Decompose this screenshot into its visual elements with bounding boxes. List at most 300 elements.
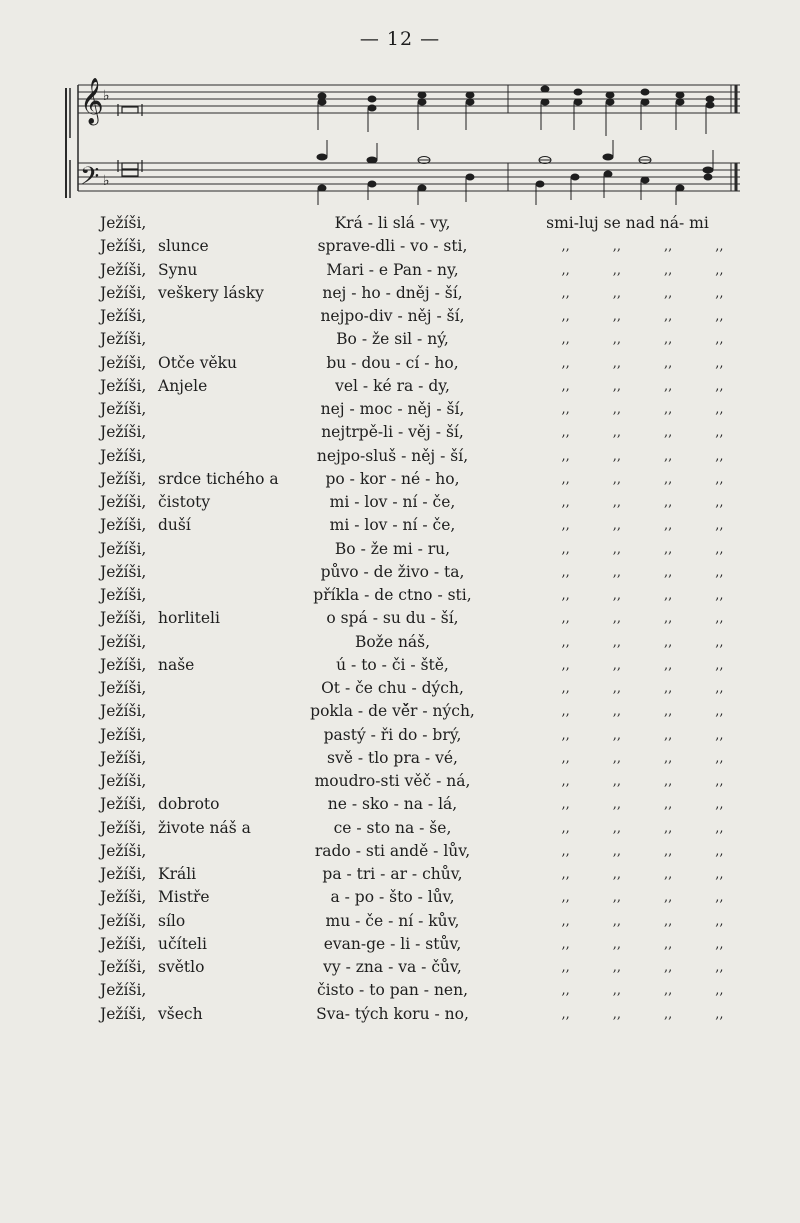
chant-syllables: bu - dou - cí - ho, bbox=[326, 353, 459, 372]
invocation-name: Ježíši, bbox=[100, 934, 147, 953]
ditto-mark: ,, bbox=[561, 332, 570, 348]
ditto-marks bbox=[525, 282, 730, 305]
chant-syllables: půvo - de živo - ta, bbox=[320, 562, 465, 581]
invocation-name: Ježíši, bbox=[100, 632, 147, 651]
ditto-mark: ,, bbox=[715, 262, 724, 278]
ditto-mark: ,, bbox=[561, 262, 570, 278]
ditto-mark: ,, bbox=[663, 820, 673, 836]
invocation-name: Ježíši, bbox=[100, 772, 147, 790]
ditto-mark: ,, bbox=[612, 727, 621, 743]
ditto-mark: ,, bbox=[561, 890, 570, 906]
chant-syllables: pokla - de vě̌r - ných, bbox=[310, 702, 475, 721]
chant-syllables: příkla - de ctno - sti, bbox=[313, 586, 472, 604]
litany-table bbox=[100, 212, 780, 1026]
chant-syllables: a - po - što - lův, bbox=[330, 888, 455, 907]
ditto-mark: ,, bbox=[612, 448, 621, 464]
invocation-name: Ježíši, bbox=[100, 283, 147, 302]
ditto-mark: ,, bbox=[663, 495, 673, 510]
ditto-marks bbox=[525, 631, 730, 654]
ditto-mark: ,, bbox=[663, 657, 673, 673]
chant-syllables: nej - moc - něj - ší, bbox=[320, 400, 465, 418]
refrain: smi-luj se nad ná- mi bbox=[546, 214, 709, 232]
ditto-mark: ,, bbox=[612, 262, 621, 278]
invocation-name: Ježíši, bbox=[100, 655, 147, 674]
ditto-mark: ,, bbox=[612, 820, 621, 836]
ditto-mark: ,, bbox=[612, 588, 621, 603]
chant-syllables: vy - zna - va - čův, bbox=[323, 958, 462, 976]
ditto-mark: ,, bbox=[663, 588, 673, 603]
chant-syllables: ne - sko - na - lá, bbox=[327, 795, 458, 814]
chant-syllables: Sva- tých koru - no, bbox=[316, 1004, 469, 1023]
invocation-name: Ježíši, bbox=[100, 353, 147, 372]
litany-row bbox=[100, 654, 780, 677]
invocation-name: Ježíši, bbox=[100, 469, 147, 488]
ditto-mark: ,, bbox=[612, 657, 621, 673]
ditto-mark: ,, bbox=[561, 448, 570, 464]
litany-row bbox=[100, 398, 780, 421]
invocation-name: Ježíši, bbox=[100, 539, 147, 558]
bass-notes bbox=[317, 140, 713, 205]
ditto-mark: ,, bbox=[663, 471, 673, 487]
ditto-mark: ,, bbox=[612, 285, 621, 301]
ditto-mark: ,, bbox=[612, 402, 621, 417]
invocation-name: Ježíši, bbox=[100, 795, 147, 814]
chant-syllables: pa - tri - ar - chův, bbox=[322, 865, 463, 883]
invocation-name: Ježíši, bbox=[100, 981, 147, 1000]
chant-syllables: o spá - su du - ší, bbox=[326, 609, 459, 628]
ditto-marks bbox=[525, 700, 730, 723]
ditto-mark: ,, bbox=[561, 913, 570, 929]
chant-syllables: mu - če - ní - kův, bbox=[325, 911, 460, 930]
chant-syllables: moudro-sti věč - ná, bbox=[314, 772, 471, 790]
ditto-marks bbox=[525, 468, 730, 491]
ditto-marks bbox=[525, 933, 730, 956]
invocation-title: horliteli bbox=[158, 609, 220, 628]
litany-row bbox=[100, 328, 780, 351]
ditto-marks bbox=[525, 677, 730, 700]
ditto-marks bbox=[525, 817, 730, 840]
ditto-mark: ,, bbox=[612, 1006, 621, 1022]
ditto-mark: ,, bbox=[612, 774, 621, 789]
litany-row bbox=[100, 979, 780, 1002]
ditto-marks bbox=[525, 305, 730, 328]
litany-row bbox=[100, 863, 780, 886]
litany-row bbox=[100, 840, 780, 863]
invocation-name: Ježíši, bbox=[100, 679, 147, 697]
invocation-name: Ježíši, bbox=[100, 725, 147, 744]
ditto-mark: ,, bbox=[715, 936, 724, 952]
ditto-mark: ,, bbox=[715, 564, 724, 580]
invocation-title: všech bbox=[158, 1004, 203, 1023]
litany-row bbox=[100, 724, 780, 747]
page-number: — 12 — bbox=[359, 28, 441, 50]
ditto-mark: ,, bbox=[561, 309, 570, 324]
ditto-mark: ,, bbox=[663, 681, 673, 696]
invocation-title: sílo bbox=[158, 911, 186, 930]
ditto-mark: ,, bbox=[561, 239, 570, 255]
ditto-mark: ,, bbox=[663, 936, 673, 952]
litany-row bbox=[100, 1003, 780, 1026]
ditto-mark: ,, bbox=[663, 262, 673, 278]
ditto-mark: ,, bbox=[612, 239, 621, 255]
litany-row bbox=[100, 700, 780, 723]
ditto-marks bbox=[525, 863, 730, 886]
litany-row bbox=[100, 259, 780, 282]
litany-row bbox=[100, 212, 780, 235]
chant-syllables: Bože náš, bbox=[354, 632, 431, 651]
ditto-mark: ,, bbox=[715, 750, 724, 766]
litany-row bbox=[100, 282, 780, 305]
flat-icon: ♭ bbox=[103, 88, 110, 104]
invocation-name: Ježíši, bbox=[100, 237, 147, 256]
ditto-mark: ,, bbox=[715, 727, 724, 743]
chant-syllables: nejtrpě-li - věj - ší, bbox=[321, 423, 464, 442]
ditto-marks bbox=[525, 1003, 730, 1026]
music-staff-system bbox=[0, 0, 800, 210]
ditto-mark: ,, bbox=[663, 1006, 673, 1022]
ditto-mark: ,, bbox=[663, 355, 673, 371]
ditto-mark: ,, bbox=[715, 239, 724, 255]
chant-syllables: nejpo-sluš - něj - ší, bbox=[316, 446, 469, 465]
ditto-mark: ,, bbox=[715, 309, 724, 324]
ditto-mark: ,, bbox=[715, 378, 724, 394]
invocation-title: Anjele bbox=[158, 376, 208, 395]
ditto-mark: ,, bbox=[612, 843, 621, 859]
ditto-mark: ,, bbox=[612, 309, 621, 324]
invocation-name: Ježíši, bbox=[100, 516, 147, 535]
invocation-name: Ježíši, bbox=[100, 562, 147, 581]
invocation-name: Ježíši, bbox=[100, 493, 147, 511]
invocation-name: Ježíši, bbox=[100, 400, 147, 418]
litany-row bbox=[100, 793, 780, 816]
ditto-mark: ,, bbox=[561, 983, 570, 999]
ditto-mark: ,, bbox=[561, 704, 570, 720]
ditto-mark: ,, bbox=[561, 425, 570, 441]
ditto-mark: ,, bbox=[561, 541, 570, 557]
ditto-mark: ,, bbox=[715, 983, 724, 999]
ditto-mark: ,, bbox=[715, 471, 724, 487]
litany-row bbox=[100, 910, 780, 933]
litany-row bbox=[100, 607, 780, 630]
ditto-mark: ,, bbox=[663, 611, 673, 627]
invocation-title: učíteli bbox=[158, 934, 207, 953]
chant-syllables: evan-ge - li - stův, bbox=[323, 934, 462, 953]
invocation-title: světlo bbox=[158, 958, 205, 976]
ditto-mark: ,, bbox=[715, 820, 724, 836]
chant-syllables: svě - tlo pra - vé, bbox=[327, 748, 458, 767]
ditto-mark: ,, bbox=[561, 378, 570, 394]
treble-notes bbox=[318, 86, 714, 136]
chant-syllables: pastý - ři do - brý, bbox=[323, 725, 462, 744]
ditto-mark: ,, bbox=[561, 518, 570, 534]
invocation-name: Ježíši, bbox=[100, 1004, 147, 1023]
ditto-mark: ,, bbox=[612, 750, 621, 766]
invocation-name: Ježíši, bbox=[100, 748, 147, 767]
invocation-name: Ježíši, bbox=[100, 376, 147, 395]
ditto-mark: ,, bbox=[663, 890, 673, 906]
ditto-mark: ,, bbox=[663, 448, 673, 464]
chant-syllables: po - kor - né - ho, bbox=[325, 469, 460, 488]
ditto-mark: ,, bbox=[715, 518, 724, 534]
ditto-marks bbox=[525, 607, 730, 630]
ditto-mark: ,, bbox=[561, 588, 570, 603]
ditto-mark: ,, bbox=[561, 681, 570, 696]
invocation-title: dobroto bbox=[158, 795, 220, 814]
ditto-mark: ,, bbox=[561, 1006, 570, 1022]
ditto-marks bbox=[525, 724, 730, 747]
ditto-mark: ,, bbox=[715, 774, 724, 789]
ditto-marks bbox=[525, 747, 730, 770]
ditto-mark: ,, bbox=[663, 634, 673, 650]
ditto-mark: ,, bbox=[561, 936, 570, 952]
invocation-name: Ježíši, bbox=[100, 586, 147, 604]
ditto-mark: ,, bbox=[612, 495, 621, 510]
ditto-mark: ,, bbox=[612, 913, 621, 929]
invocation-name: Ježíši, bbox=[100, 609, 147, 628]
chant-syllables: nejpo-div - něj - ší, bbox=[320, 307, 465, 325]
ditto-mark: ,, bbox=[612, 425, 621, 441]
ditto-marks bbox=[525, 491, 730, 514]
ditto-mark: ,, bbox=[715, 657, 724, 673]
ditto-mark: ,, bbox=[715, 681, 724, 696]
ditto-mark: ,, bbox=[663, 239, 673, 255]
ditto-mark: ,, bbox=[663, 402, 673, 417]
ditto-mark: ,, bbox=[715, 960, 724, 975]
ditto-marks bbox=[525, 886, 730, 909]
ditto-mark: ,, bbox=[663, 983, 673, 999]
ditto-mark: ,, bbox=[663, 518, 673, 534]
ditto-marks bbox=[525, 793, 730, 816]
ditto-marks bbox=[525, 398, 730, 421]
invocation-name: Ježíši, bbox=[100, 702, 147, 721]
ditto-mark: ,, bbox=[715, 913, 724, 929]
ditto-mark: ,, bbox=[715, 588, 724, 603]
ditto-mark: ,, bbox=[715, 332, 724, 348]
litany-row bbox=[100, 491, 780, 514]
ditto-mark: ,, bbox=[612, 983, 621, 999]
chant-syllables: Bo - že mi - ru, bbox=[334, 539, 451, 558]
invocation-name: Ježíši, bbox=[100, 446, 147, 465]
chant-syllables: ce - sto na - še, bbox=[333, 818, 452, 837]
chant-syllables: mi - lov - ní - če, bbox=[329, 493, 456, 511]
chant-syllables: ú - to - či - ště, bbox=[336, 655, 449, 674]
ditto-mark: ,, bbox=[715, 541, 724, 557]
ditto-mark: ,, bbox=[561, 471, 570, 487]
litany-row bbox=[100, 770, 780, 793]
ditto-mark: ,, bbox=[663, 727, 673, 743]
ditto-mark: ,, bbox=[715, 704, 724, 720]
chant-syllables: rado - sti andě - lův, bbox=[314, 841, 471, 860]
ditto-mark: ,, bbox=[561, 657, 570, 673]
chant-syllables: mi - lov - ní - če, bbox=[329, 516, 456, 535]
ditto-mark: ,, bbox=[612, 704, 621, 720]
chant-syllables: Krá - li slá - vy, bbox=[334, 214, 451, 232]
invocation-title: čistoty bbox=[158, 493, 211, 511]
ditto-mark: ,, bbox=[715, 285, 724, 301]
ditto-marks bbox=[525, 910, 730, 933]
ditto-mark: ,, bbox=[561, 960, 570, 975]
invocation-name: Ježíši, bbox=[100, 841, 147, 860]
ditto-mark: ,, bbox=[561, 564, 570, 580]
ditto-mark: ,, bbox=[663, 913, 673, 929]
invocation-name: Ježíši, bbox=[100, 260, 147, 279]
ditto-marks bbox=[525, 375, 730, 398]
ditto-mark: ,, bbox=[612, 634, 621, 650]
ditto-mark: ,, bbox=[663, 541, 673, 557]
invocation-title: srdce tichého a bbox=[158, 469, 279, 488]
litany-row bbox=[100, 235, 780, 258]
ditto-mark: ,, bbox=[561, 750, 570, 766]
ditto-mark: ,, bbox=[663, 332, 673, 348]
ditto-marks bbox=[525, 328, 730, 351]
ditto-marks bbox=[525, 561, 730, 584]
ditto-mark: ,, bbox=[561, 402, 570, 417]
litany-row bbox=[100, 468, 780, 491]
litany-row bbox=[100, 817, 780, 840]
ditto-mark: ,, bbox=[715, 843, 724, 859]
ditto-mark: ,, bbox=[612, 611, 621, 627]
invocation-name: Ježíši, bbox=[100, 865, 147, 883]
ditto-mark: ,, bbox=[561, 797, 570, 813]
ditto-mark: ,, bbox=[612, 936, 621, 952]
ditto-marks bbox=[525, 840, 730, 863]
ditto-marks bbox=[525, 654, 730, 677]
ditto-marks bbox=[525, 956, 730, 979]
litany-row bbox=[100, 631, 780, 654]
ditto-mark: ,, bbox=[715, 355, 724, 371]
litany-row bbox=[100, 584, 780, 607]
ditto-mark: ,, bbox=[612, 518, 621, 534]
ditto-marks bbox=[525, 979, 730, 1002]
chant-syllables: nej - ho - dněj - ší, bbox=[322, 283, 463, 302]
breve-notes bbox=[118, 104, 142, 176]
chant-syllables: Ot - če chu - dých, bbox=[321, 679, 464, 697]
ditto-mark: ,, bbox=[612, 797, 621, 813]
invocation-name: Ježíši, bbox=[100, 330, 147, 349]
ditto-mark: ,, bbox=[612, 890, 621, 906]
ditto-marks bbox=[525, 352, 730, 375]
chant-syllables: Mari - e Pan - ny, bbox=[326, 260, 459, 279]
litany-row bbox=[100, 561, 780, 584]
ditto-mark: ,, bbox=[612, 355, 621, 371]
ditto-mark: ,, bbox=[561, 285, 570, 301]
ditto-mark: ,, bbox=[663, 378, 673, 394]
ditto-mark: ,, bbox=[663, 564, 673, 580]
ditto-mark: ,, bbox=[715, 425, 724, 441]
ditto-marks bbox=[525, 235, 730, 258]
invocation-name: Ježíši, bbox=[100, 307, 147, 325]
ditto-mark: ,, bbox=[715, 797, 724, 813]
ditto-marks bbox=[525, 445, 730, 468]
invocation-name: Ježíši, bbox=[100, 423, 147, 442]
ditto-mark: ,, bbox=[715, 402, 724, 417]
invocation-title: slunce bbox=[158, 237, 209, 256]
ditto-mark: ,, bbox=[663, 285, 673, 301]
ditto-mark: ,, bbox=[612, 471, 621, 487]
litany-row bbox=[100, 886, 780, 909]
invocation-name: Ježíši, bbox=[100, 214, 147, 232]
ditto-mark: ,, bbox=[715, 611, 724, 627]
ditto-mark: ,, bbox=[663, 309, 673, 324]
ditto-mark: ,, bbox=[715, 448, 724, 464]
ditto-mark: ,, bbox=[561, 843, 570, 859]
ditto-mark: ,, bbox=[612, 681, 621, 696]
invocation-name: Ježíši, bbox=[100, 911, 147, 930]
ditto-mark: ,, bbox=[715, 890, 724, 906]
ditto-mark: ,, bbox=[612, 541, 621, 557]
ditto-mark: ,, bbox=[612, 378, 621, 394]
ditto-mark: ,, bbox=[612, 960, 621, 975]
invocation-name: Ježíši, bbox=[100, 888, 147, 907]
invocation-title: Otče věku bbox=[158, 353, 238, 372]
ditto-mark: ,, bbox=[715, 867, 724, 882]
ditto-mark: ,, bbox=[561, 820, 570, 836]
ditto-mark: ,, bbox=[561, 867, 570, 882]
chant-syllables: Bo - že sil - ný, bbox=[336, 330, 449, 349]
invocation-title: naše bbox=[158, 655, 195, 674]
litany-row bbox=[100, 514, 780, 537]
ditto-mark: ,, bbox=[612, 564, 621, 580]
litany-row bbox=[100, 747, 780, 770]
invocation-name: Ježíši, bbox=[100, 958, 147, 976]
litany-row bbox=[100, 305, 780, 328]
litany-row bbox=[100, 933, 780, 956]
ditto-mark: ,, bbox=[663, 843, 673, 859]
ditto-mark: ,, bbox=[561, 774, 570, 789]
litany-row bbox=[100, 956, 780, 979]
ditto-marks bbox=[525, 538, 730, 561]
ditto-mark: ,, bbox=[663, 797, 673, 813]
ditto-mark: ,, bbox=[715, 495, 724, 510]
ditto-mark: ,, bbox=[663, 704, 673, 720]
ditto-mark: ,, bbox=[663, 867, 673, 882]
litany-row bbox=[100, 538, 780, 561]
litany-row bbox=[100, 421, 780, 444]
litany-row bbox=[100, 445, 780, 468]
invocation-name: Ježíši, bbox=[100, 818, 147, 837]
invocation-title: Synu bbox=[158, 260, 198, 279]
ditto-marks bbox=[525, 584, 730, 607]
ditto-mark: ,, bbox=[715, 634, 724, 650]
chant-syllables: vel - ké ra - dy, bbox=[335, 376, 450, 395]
ditto-mark: ,, bbox=[663, 960, 673, 975]
ditto-mark: ,, bbox=[715, 1006, 724, 1022]
bass-clef-icon: 𝄢 bbox=[80, 162, 100, 197]
ditto-mark: ,, bbox=[612, 332, 621, 348]
ditto-mark: ,, bbox=[561, 611, 570, 627]
litany-row bbox=[100, 375, 780, 398]
chant-syllables: čisto - to pan - nen, bbox=[316, 981, 469, 1000]
ditto-mark: ,, bbox=[612, 867, 621, 882]
ditto-marks bbox=[525, 259, 730, 282]
ditto-mark: ,, bbox=[663, 774, 673, 789]
litany-row bbox=[100, 352, 780, 375]
flat-icon: ♭ bbox=[103, 173, 110, 189]
ditto-mark: ,, bbox=[663, 750, 673, 766]
invocation-title: živote náš a bbox=[158, 818, 251, 837]
invocation-title: veškery lásky bbox=[158, 283, 264, 302]
ditto-mark: ,, bbox=[561, 634, 570, 650]
invocation-title: Mistře bbox=[158, 888, 210, 907]
litany-row bbox=[100, 677, 780, 700]
ditto-marks bbox=[525, 421, 730, 444]
treble-clef-icon: 𝄞 bbox=[80, 78, 104, 124]
chant-syllables: sprave-dli - vo - sti, bbox=[317, 237, 468, 256]
ditto-mark: ,, bbox=[663, 425, 673, 441]
ditto-mark: ,, bbox=[561, 495, 570, 510]
ditto-marks bbox=[525, 514, 730, 537]
ditto-mark: ,, bbox=[561, 727, 570, 743]
